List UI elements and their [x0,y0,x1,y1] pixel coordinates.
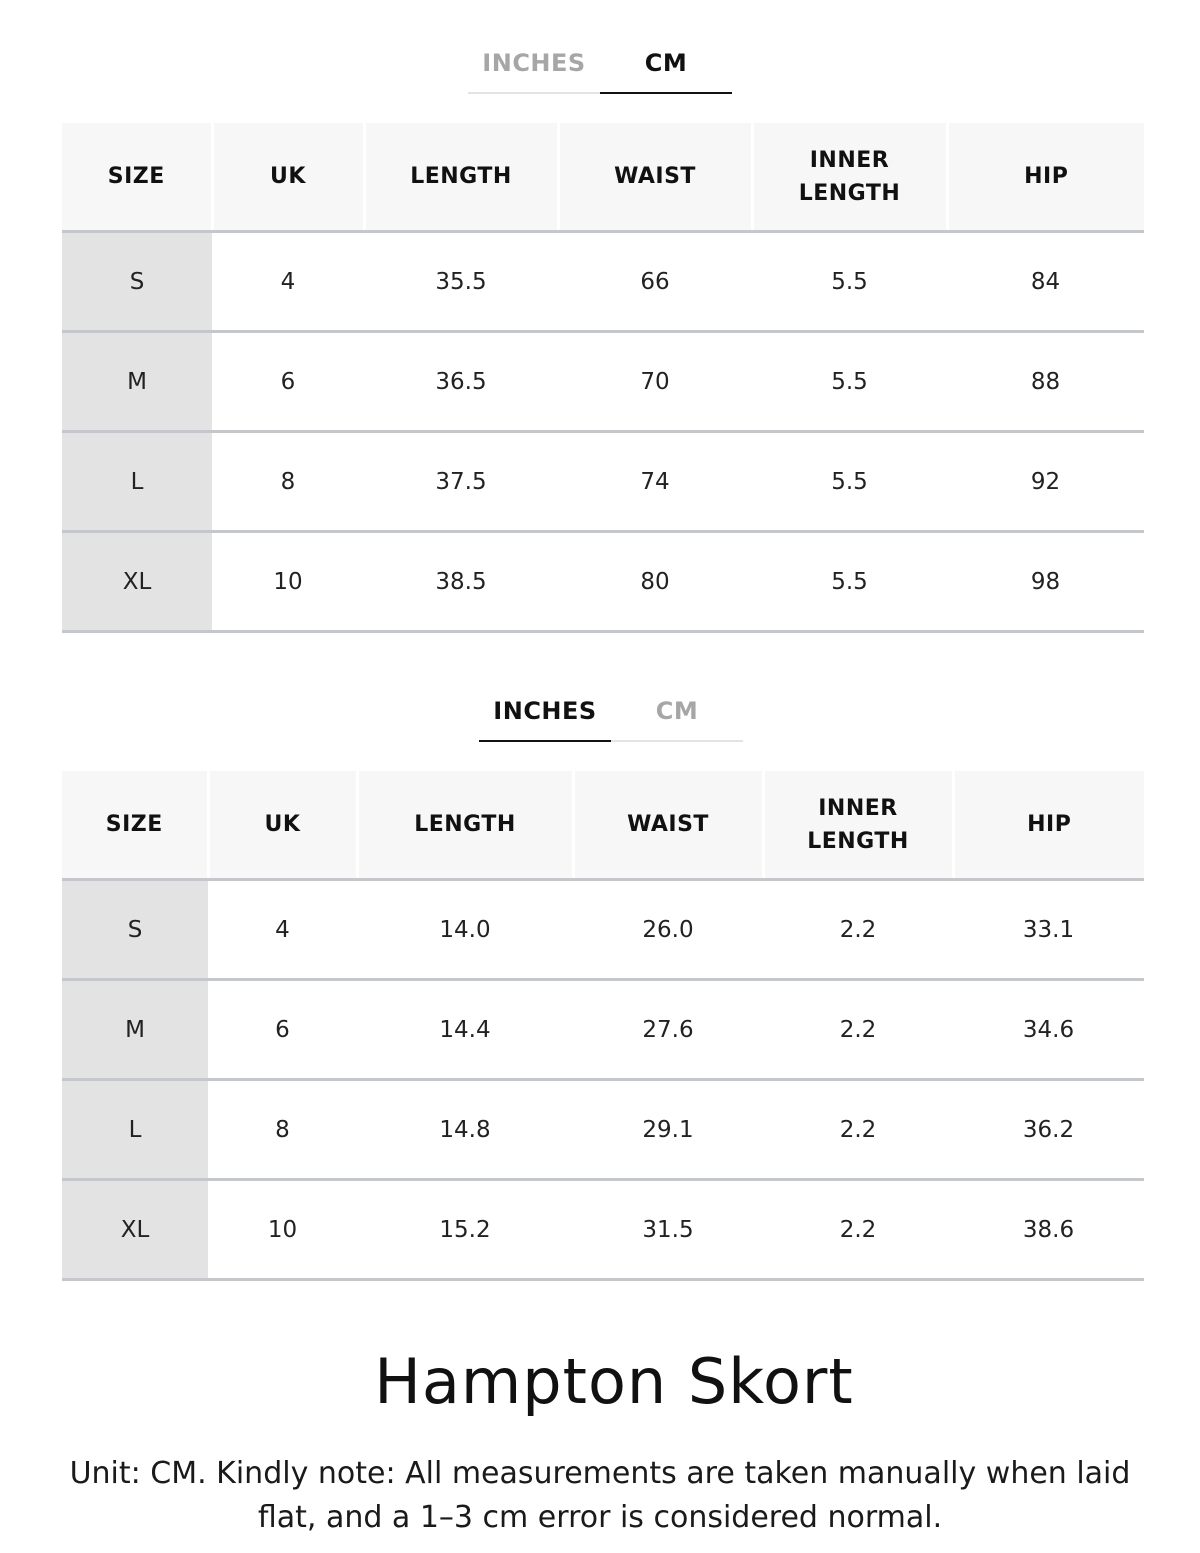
uk-cell: 6 [212,332,364,432]
inner-length-cell: 2.2 [763,1180,953,1280]
waist-cell: 31.5 [573,1180,763,1280]
header-hip: HIP [947,123,1144,232]
size-cell: XL [62,1180,208,1280]
uk-cell: 10 [212,532,364,632]
tab-cm[interactable]: CM [600,38,732,94]
measurement-note: Unit: CM. Kindly note: All measurements are taken manually when laid flat, and a 1–3 cm error is considered normal. [69,1456,1131,1535]
hip-cell: 34.6 [953,980,1144,1080]
uk-cell: 8 [208,1080,357,1180]
tab-inches[interactable]: INCHES [479,686,611,742]
table-header-row [62,123,1144,232]
waist-cell: 66 [558,232,752,332]
uk-cell: 8 [212,432,364,532]
waist-cell: 80 [558,532,752,632]
table-row [62,980,1144,1080]
size-cell: XL [62,532,212,632]
inner-length-cell: 5.5 [752,232,947,332]
table-row [62,332,1144,432]
length-cell: 14.8 [357,1080,573,1180]
table-row [62,432,1144,532]
table-row [62,232,1144,332]
hip-cell: 84 [947,232,1144,332]
inner-length-cell: 5.5 [752,432,947,532]
table-row [62,532,1144,632]
length-cell: 36.5 [364,332,558,432]
hip-cell: 33.1 [953,880,1144,980]
table-row [62,1180,1144,1280]
hip-cell: 88 [947,332,1144,432]
size-cell: S [62,232,212,332]
length-cell: 14.4 [357,980,573,1080]
hip-cell: 98 [947,532,1144,632]
header-hip: HIP [953,771,1144,880]
waist-cell: 74 [558,432,752,532]
waist-cell: 70 [558,332,752,432]
unit-toggle-cm-chart [468,38,732,94]
header-uk: UK [208,771,357,880]
header-length: LENGTH [357,771,573,880]
waist-cell: 26.0 [573,880,763,980]
header-inner-length: INNER LENGTH [763,771,953,880]
hip-cell: 36.2 [953,1080,1144,1180]
waist-cell: 29.1 [573,1080,763,1180]
length-cell: 14.0 [357,880,573,980]
size-cell: M [62,332,212,432]
header-uk: UK [212,123,364,232]
header-size: SIZE [62,771,208,880]
size-cell: M [62,980,208,1080]
header-size: SIZE [62,123,212,232]
tab-cm[interactable]: CM [611,686,743,742]
header-waist: WAIST [573,771,763,880]
table-row [62,880,1144,980]
inner-length-cell: 2.2 [763,880,953,980]
uk-cell: 6 [208,980,357,1080]
header-inner-length: INNER LENGTH [752,123,947,232]
inner-length-cell: 2.2 [763,1080,953,1180]
hip-cell: 92 [947,432,1144,532]
tab-inches[interactable]: INCHES [468,38,600,94]
length-cell: 37.5 [364,432,558,532]
uk-cell: 4 [208,880,357,980]
inner-length-cell: 2.2 [763,980,953,1080]
size-table-inches [62,771,1144,1281]
uk-cell: 4 [212,232,364,332]
size-cell: L [62,1080,208,1180]
header-length: LENGTH [364,123,558,232]
inner-length-cell: 5.5 [752,332,947,432]
length-cell: 15.2 [357,1180,573,1280]
header-waist: WAIST [558,123,752,232]
unit-toggle-inches-chart [479,686,743,742]
table-header-row [62,771,1144,880]
size-table-cm [62,123,1144,633]
table-row [62,1080,1144,1180]
hip-cell: 38.6 [953,1180,1144,1280]
length-cell: 35.5 [364,232,558,332]
size-cell: S [62,880,208,980]
inner-length-cell: 5.5 [752,532,947,632]
length-cell: 38.5 [364,532,558,632]
uk-cell: 10 [208,1180,357,1280]
size-cell: L [62,432,212,532]
product-title: Hampton Skort [374,1345,854,1418]
waist-cell: 27.6 [573,980,763,1080]
